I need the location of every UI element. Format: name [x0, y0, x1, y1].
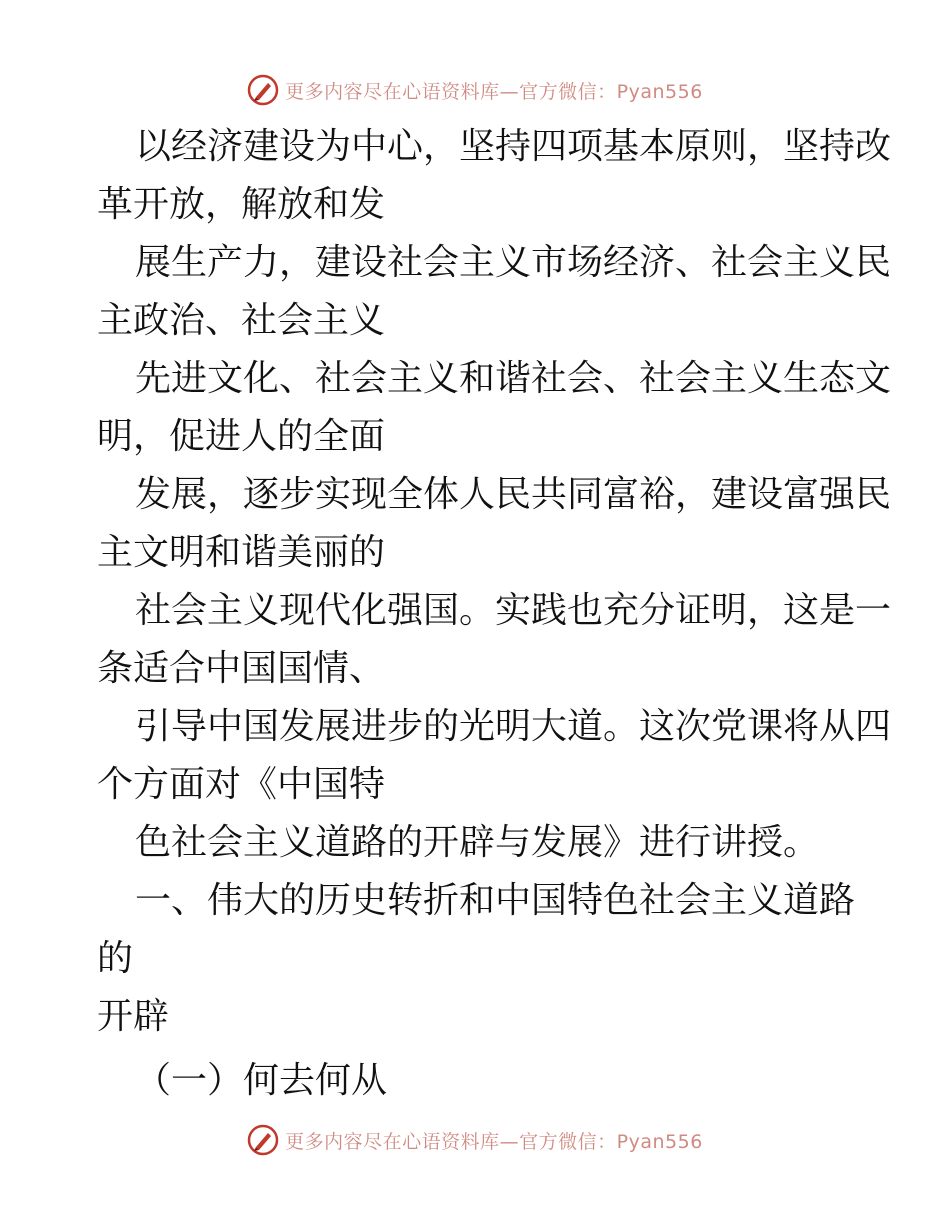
paragraph: [97, 698, 892, 814]
paragraph-line: 展生产力，建设社会主义市场经济、社会主义民: [135, 242, 892, 283]
heading-line: 一、伟大的历史转折和中国特色社会主义道路的: [97, 880, 856, 979]
paragraph-line: 以经济建设为中心，坚持四项基本原则，坚持改: [135, 126, 892, 167]
paragraph-line: 革开放，解放和发: [97, 184, 386, 225]
watermark-text: 更多内容尽在心语资料库—官方微信：Pyan556: [285, 1130, 703, 1153]
document-body: [97, 118, 892, 1110]
paragraph: [97, 234, 892, 350]
section-heading: [97, 872, 857, 1046]
paragraph: [97, 582, 892, 698]
paragraph-line: 社会主义现代化强国。实践也充分证明，这是一: [135, 590, 892, 631]
paragraph-line: 条适合中国国情、: [97, 648, 386, 689]
watermark-header: [0, 70, 950, 110]
paragraph-line: 引导中国发展进步的光明大道。这次党课将从四: [135, 706, 892, 747]
paragraph-line: 先进文化、社会主义和谐社会、社会主义生态文: [135, 358, 892, 399]
watermark-text: 更多内容尽在心语资料库—官方微信：Pyan556: [285, 80, 703, 103]
paragraph-line: 色社会主义道路的开辟与发展》进行讲授。: [135, 822, 820, 863]
sub-heading: （一）何去何从: [135, 1060, 388, 1101]
heading-line: 开辟: [97, 996, 170, 1037]
paragraph-line: 个方面对《中国特: [97, 764, 386, 805]
pen-seal-icon: [247, 74, 279, 106]
paragraph-line: 明，促进人的全面: [97, 416, 386, 457]
watermark-footer: [0, 1120, 950, 1160]
paragraph: [97, 118, 892, 234]
paragraph-line: 发展，逐步实现全体人民共同富裕，建设富强民: [135, 474, 892, 515]
paragraph: [97, 466, 892, 582]
paragraph-line: 主政治、社会主义: [97, 300, 386, 341]
pen-seal-icon: [247, 1124, 279, 1156]
paragraph-line: 主文明和谐美丽的: [97, 532, 386, 573]
paragraph: [97, 350, 892, 466]
paragraph: [97, 814, 857, 872]
